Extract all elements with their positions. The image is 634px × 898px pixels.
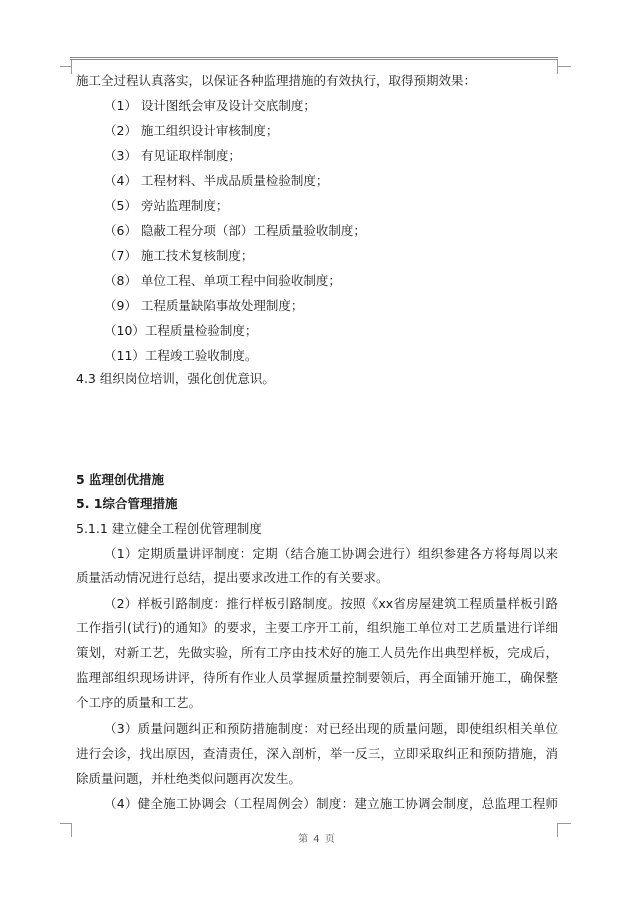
intro-text: 施工全过程认真落实，以保证各种监理措施的有效执行，取得预期效果： xyxy=(76,73,477,88)
header-rule xyxy=(70,59,558,60)
list-item: （5） 旁站监理制度； xyxy=(104,198,229,213)
paragraph-line: 监理部组织现场讲评，待所有作业人员掌握质量控制要领后，再全面铺开施工，确保整 xyxy=(76,670,558,685)
list-item: （2） 施工组织设计审核制度； xyxy=(104,123,279,138)
crop-mark xyxy=(557,66,571,67)
heading-5-1: 5. 1综合管理措施 xyxy=(76,496,178,511)
list-item: （10）工程质量检验制度； xyxy=(104,323,258,338)
section-4-3: 4.3 组织岗位培训，强化创优意识。 xyxy=(76,371,275,386)
paragraph-line: （1）定期质量讲评制度：定期（结合施工协调会进行）组织参建各方将每周以来 xyxy=(104,546,558,561)
list-item: （11）工程竣工验收制度。 xyxy=(104,348,258,363)
list-item: （6） 隐蔽工程分项（部）工程质量验收制度； xyxy=(104,223,366,238)
paragraph-line: 进行会诊，找出原因，查清责任，深入剖析，举一反三，立即采取纠正和预防措施，消 xyxy=(76,746,558,761)
list-item: （4） 工程材料、半成品质量检验制度； xyxy=(104,173,329,188)
heading-5: 5 监理创优措施 xyxy=(76,472,165,487)
paragraph-line: 除质量问题，并杜绝类似问题再次发生。 xyxy=(76,771,302,786)
list-item: （1） 设计图纸会审及设计交底制度； xyxy=(104,98,316,113)
paragraph-line: 策划，对新工艺，先做实验，所有工序由技术好的施工人员先作出典型样板，完成后， xyxy=(76,645,558,660)
paragraph-line: （3）质量问题纠正和预防措施制度：对已经出现的质量问题，即使组织相关单位 xyxy=(104,721,558,736)
paragraph-line: 个工序的质量和工艺。 xyxy=(76,695,202,710)
header-rule xyxy=(70,57,558,58)
paragraph-line: 质量活动情况进行总结，提出要求改进工作的有关要求。 xyxy=(76,570,389,585)
paragraph-line: （2）样板引路制度：推行样板引路制度。按照《xx省房屋建筑工程质量样板引路 xyxy=(104,596,558,611)
list-item: （8） 单位工程、单项工程中间验收制度； xyxy=(104,273,341,288)
page-number: 第 4 页 xyxy=(298,834,336,845)
list-item: （7） 施工技术复核制度； xyxy=(104,248,254,263)
subheading-5-1-1: 5.1.1 建立健全工程创优管理制度 xyxy=(76,521,262,536)
list-item: （3） 有见证取样制度； xyxy=(104,148,241,163)
crop-mark xyxy=(71,60,72,74)
crop-mark xyxy=(557,823,571,824)
list-item: （9） 工程质量缺陷事故处理制度； xyxy=(104,298,304,313)
paragraph-line: （4）健全施工协调会（工程周例会）制度：建立施工协调会制度，总监理工程师 xyxy=(104,796,558,811)
paragraph-line: 工作指引(试行)的通知》的要求，主要工序开工前，组织施工单位对工艺质量进行详细 xyxy=(76,620,558,635)
crop-mark xyxy=(557,60,558,74)
